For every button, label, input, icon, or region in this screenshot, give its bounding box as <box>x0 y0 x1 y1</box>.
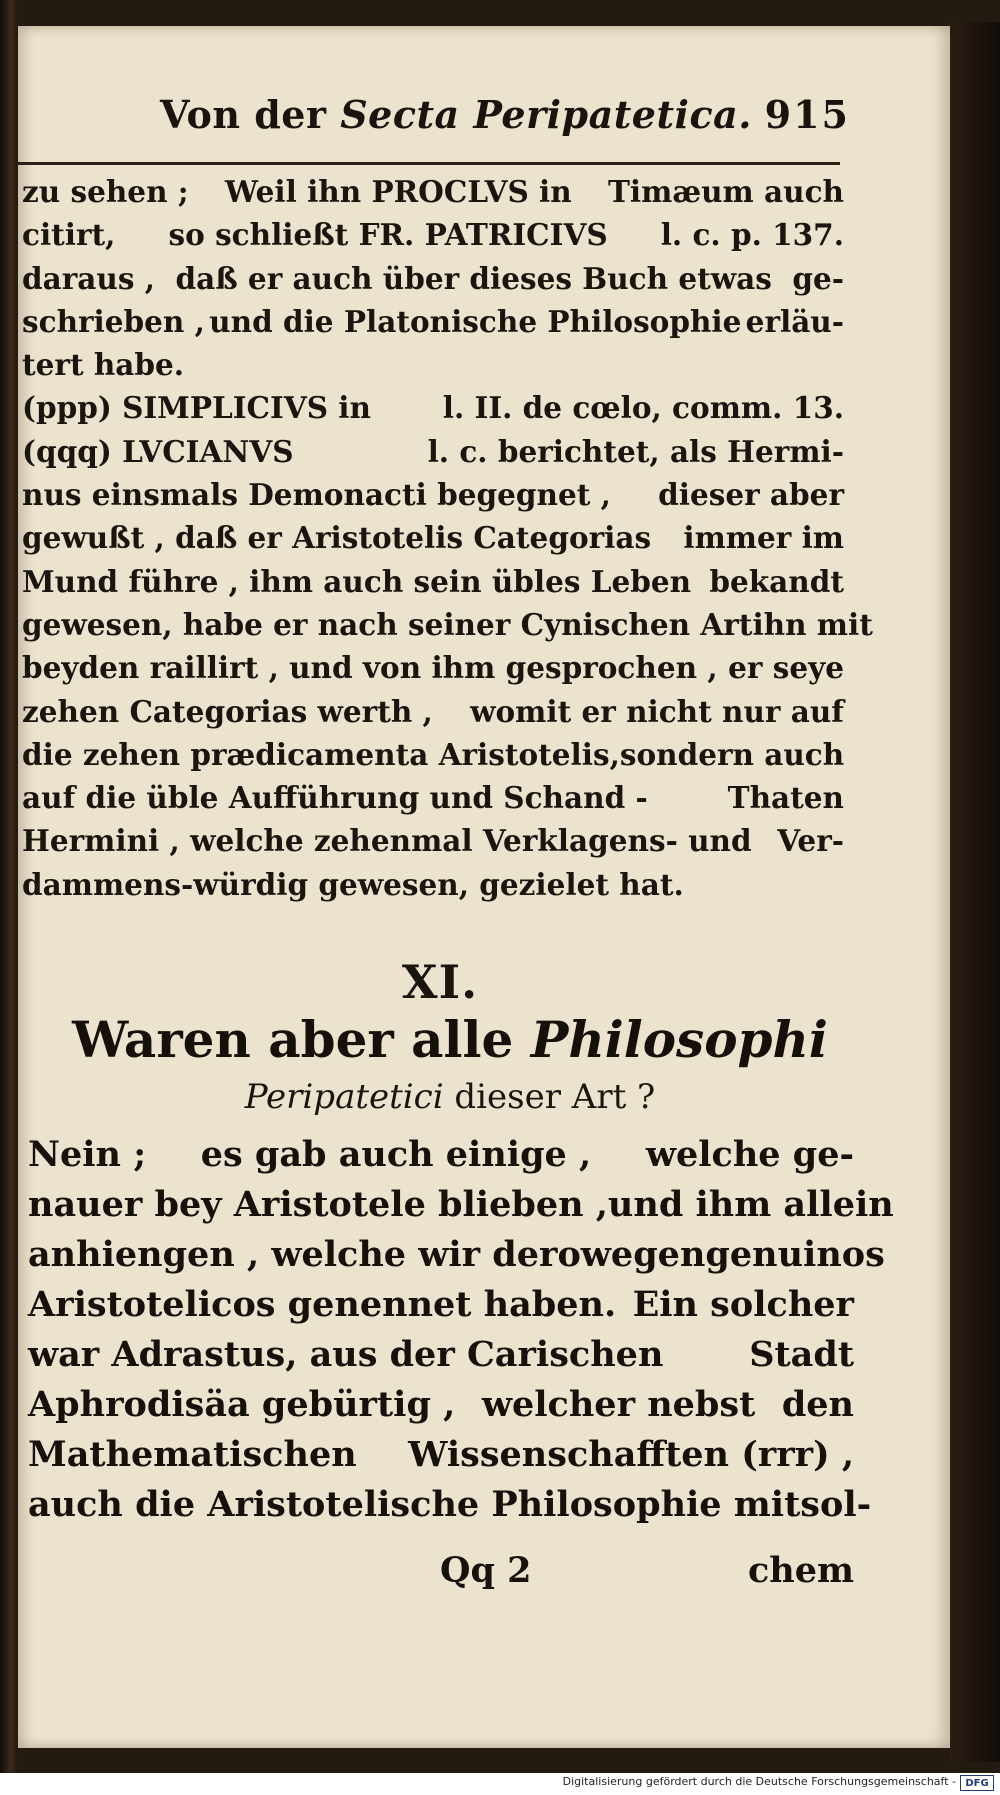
section-subtitle-plain: dieser Art ? <box>443 1077 656 1117</box>
footnote-line-segment: und die Platonische Philosophie <box>209 303 742 339</box>
text-line <box>28 1480 872 1530</box>
digitization-credit: Digitalisierung gefördert durch die Deutsche Forschungsgemeinschaft - <box>562 1775 956 1788</box>
catchword: chem <box>747 1550 854 1591</box>
book-spine-shadow <box>0 0 18 1795</box>
footnote-line-segment: l. c. berichtet, als Hermi- <box>427 433 844 469</box>
footnote-line-segment: l. c. p. 137. <box>660 217 844 253</box>
signature-mark: Qq 2 <box>440 1550 532 1591</box>
text-line-segment: welche ge- <box>645 1134 854 1175</box>
text-line <box>28 1430 854 1480</box>
footnote-line-segment: zu sehen ; <box>22 174 189 209</box>
footnote-line-segment: schrieben , <box>22 303 205 339</box>
footnote-line-segment: gewußt , daß er Aristotelis Categorias <box>22 520 652 556</box>
footnote-line-segment: immer im <box>683 520 844 556</box>
footnote-line <box>22 690 844 733</box>
running-title <box>160 92 752 137</box>
footnote-line-segment: dammens-würdig gewesen, gezielet hat. <box>22 866 684 902</box>
footnote-line-segment: (ppp) SIMPLICIVS in <box>22 390 371 426</box>
footnote-line-segment: ge- <box>792 260 844 296</box>
running-title-italic: Secta Peripatetica. <box>340 92 752 137</box>
footnote-line-segment: gewesen, habe er nach seiner Cynischen Art <box>22 606 753 642</box>
footnote-line-segment: citirt, <box>22 217 116 253</box>
text-line <box>28 1230 885 1280</box>
text-line-segment: Mathematischen <box>28 1434 357 1475</box>
text-line-segment: Aphrodisäa gebürtig , <box>28 1384 456 1425</box>
footnote-line-segment: zehen Categorias werth , <box>22 693 433 729</box>
text-line-segment: es gab auch einige , <box>200 1134 592 1175</box>
footnote-line-segment: erläu- <box>745 303 844 339</box>
footnote-line <box>22 430 844 473</box>
text-line-segment: Ein solcher <box>632 1284 854 1325</box>
footnote-line-segment: nus einsmals Demonacti begegnet , <box>22 477 611 513</box>
text-line <box>28 1280 854 1330</box>
text-line <box>28 1380 854 1430</box>
footnote-line-segment: dieser aber <box>658 477 844 513</box>
footnotes-block <box>22 170 873 906</box>
page-edge-shadow <box>950 22 1000 1762</box>
text-line-segment: sol- <box>800 1484 872 1525</box>
text-line-segment: Stadt <box>749 1334 854 1375</box>
footnote-line <box>22 343 844 386</box>
text-line-segment: war Adrastus, aus der Carischen <box>28 1334 664 1375</box>
footnote-line-segment: bekandt <box>709 563 844 599</box>
footnote-line-segment: tert habe. <box>22 347 185 383</box>
footnote-line-segment: l. II. de cœlo, comm. 13. <box>442 390 844 426</box>
footnote-line <box>22 170 844 213</box>
text-line-segment: den <box>781 1384 854 1425</box>
text-line <box>28 1180 894 1230</box>
footnote-line <box>22 516 844 559</box>
text-line-segment: Nein ; <box>28 1134 147 1175</box>
footnote-line <box>22 646 844 689</box>
footnote-line-segment: die zehen prædicamenta Aristotelis, <box>22 736 620 772</box>
signature-row <box>28 1550 854 1600</box>
section-subtitle-italic: Peripatetici <box>244 1077 444 1117</box>
footnote-line <box>22 213 844 256</box>
footnote-line-segment: (qqq) LVCIANVS <box>22 433 294 469</box>
footnote-line-segment: so schließt FR. PATRICIVS <box>168 217 608 253</box>
text-line <box>28 1330 854 1380</box>
footnote-line-segment: er seye <box>728 650 844 686</box>
footnote-line-segment: womit er nicht nur auf <box>470 693 844 729</box>
text-line <box>28 1130 854 1180</box>
text-line-segment: anhiengen , welche wir derowegen <box>28 1234 706 1275</box>
text-line-segment: welcher nebst <box>481 1384 756 1425</box>
footnote-line <box>22 733 844 776</box>
section-title-plain: Waren aber alle <box>72 1010 531 1069</box>
footnote-line <box>22 386 844 429</box>
footnote-line-segment: auf die üble Aufführung und Schand - <box>22 780 648 816</box>
footnote-line-segment: daß er auch über dieses Buch etwas <box>175 260 772 296</box>
section-subtitle <box>70 1077 830 1117</box>
footnote-line-segment: Hermini , welche zehenmal Verklagens- und <box>22 823 752 859</box>
text-line-segment: genuinos <box>705 1234 885 1275</box>
dfg-logo-icon: DFG <box>960 1775 994 1791</box>
footnote-line <box>22 776 844 819</box>
body-paragraph <box>28 1130 894 1530</box>
footnote-line-segment: Ver- <box>777 823 844 859</box>
footnote-line-segment: sondern auch <box>619 736 845 772</box>
section-title <box>70 1010 830 1069</box>
text-line-segment: Wissenschafften (rrr) , <box>408 1434 854 1475</box>
text-line-segment: nauer bey Aristotele blieben , <box>28 1184 608 1225</box>
page-number: 915 <box>764 92 850 137</box>
footnote-line <box>22 560 844 603</box>
footnote-line-segment: Mund führe , ihm auch sein übles Leben <box>22 563 692 599</box>
footnote-line <box>22 473 844 516</box>
footnote-line-segment: ihn mit <box>752 606 873 642</box>
footnote-line <box>22 819 844 862</box>
footnote-line <box>22 603 873 646</box>
footnote-line-segment: Weil ihn PROCLVS in <box>224 174 572 209</box>
footnote-line-segment: Thaten <box>727 780 844 816</box>
text-line-segment: und ihm allein <box>607 1184 894 1225</box>
running-title-plain: Von der <box>160 92 341 137</box>
footnote-line <box>22 300 844 343</box>
footnote-line-segment: daraus , <box>22 260 155 296</box>
section-title-italic: Philosophi <box>530 1010 828 1069</box>
footnote-line-segment: beyden raillirt , und von ihm gesprochen , <box>22 650 718 686</box>
footnote-line <box>22 863 844 906</box>
text-line-segment: Aristotelicos genennet haben. <box>28 1284 617 1325</box>
footnote-line <box>22 257 844 300</box>
text-line-segment: auch die Aristotelische Philosophie mit <box>28 1484 801 1525</box>
header-rule <box>18 162 840 165</box>
section-number: XI. <box>401 955 479 1009</box>
running-header <box>150 88 850 148</box>
footnote-line-segment: Timæum auch <box>607 174 844 209</box>
